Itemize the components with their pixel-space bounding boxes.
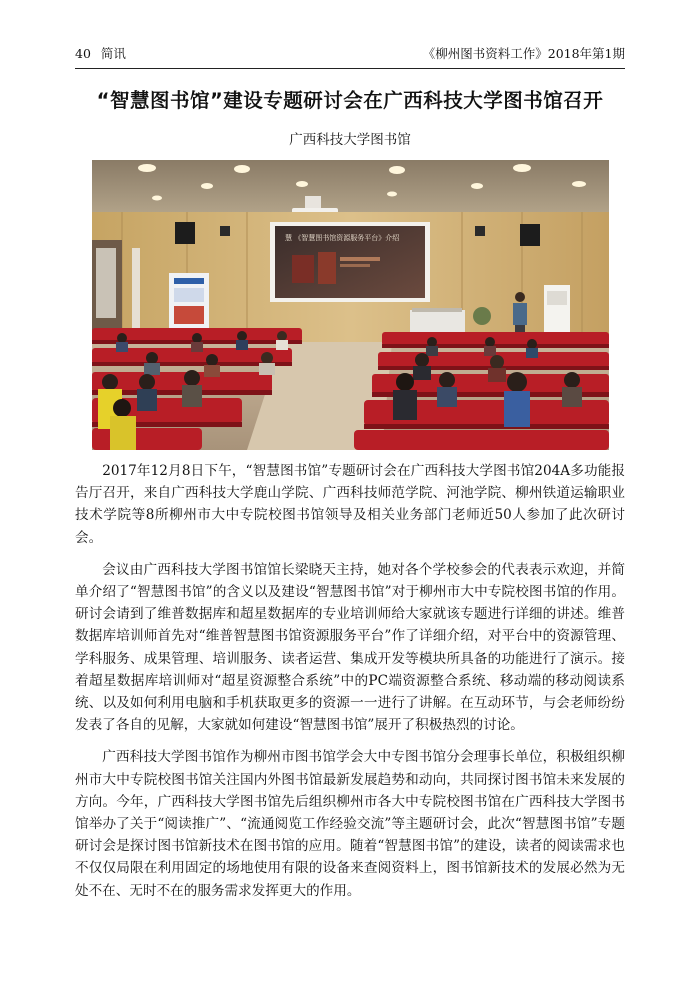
page-number: 40 xyxy=(75,46,91,61)
paragraph-1: 2017年12月8日下午，“智慧图书馆”专题研讨会在广西科技大学图书馆204A多功能报告厅召开，来自广西科技大学鹿山学院、广西科技师范学院、河池学院、柳州铁道运输职业技术学院等8所柳州市大中专院校图书馆领导及相关业务部门老师近50人参加了此次研讨会。 xyxy=(75,463,625,546)
screen-title: 慧 《智慧图书馆资源服务平台》介绍 xyxy=(285,234,400,242)
article-author: 广西科技大学图书馆 xyxy=(289,132,411,148)
article-title: “智慧图书馆”建设专题研讨会在广西科技大学图书馆召开 xyxy=(96,89,604,112)
page-header xyxy=(75,44,625,66)
article-body xyxy=(75,460,625,912)
header-left xyxy=(75,44,136,62)
journal-name: 《柳州图书资料工作》2018年第1期 xyxy=(422,46,625,61)
section-name: 简讯 xyxy=(100,46,126,61)
paragraph-2: 会议由广西科技大学图书馆馆长梁晓天主持，她对各个学校参会的代表表示欢迎，并简单介绍了“智慧图书馆”的含义以及建设“智慧图书馆”对于柳州市大中专院校图书馆的作用。研讨会请到了维普数据库和超星数据库的专业培训师给大家就该专题进行详细的讲述。维普数据库培训师首先对“维普智慧图书馆资源服务平台”作了详细介绍，对平台中的资源管理、学科服务、成果管理、培训服务、读者运营、集成开发等模块所具备的功能进行了演示。接着超星数据库培训师对“超星资源整合系统”中的PC端资源整合系统、移动端的移动阅读系统、以及如何利用电脑和手机获取更多的资源一一进行了讲解。在互动环节，与会老师纷纷发表了各自的见解，大家就如何建设“智慧图书馆”展开了积极热烈的讨论。 xyxy=(75,561,625,734)
paragraph-3: 广西科技大学图书馆作为柳州市图书馆学会大中专图书馆分会理事长单位，积极组织柳州市大中专院校图书馆关注国内外图书馆最新发展趋势和动向，共同探讨图书馆未来发展的方向。今年，广西科技大学图书馆先后组织柳州市各大中专院校图书馆在广西科技大学图书馆举办了关于“阅读推广”、“流通阅览工作经验交流”等主题研讨会，此次“智慧图书馆”专题研讨会是探讨图书馆新技术在图书馆的应用。随着“智慧图书馆”的建设，读者的阅读需求也不仅仅局限在利用固定的场地使用有限的设备来查阅资料上，图书馆新技术的发展必然为无处不在、无时不在的服务需求发挥更大的作用。 xyxy=(75,749,625,899)
header-divider xyxy=(75,68,625,69)
conference-photo xyxy=(92,160,609,450)
